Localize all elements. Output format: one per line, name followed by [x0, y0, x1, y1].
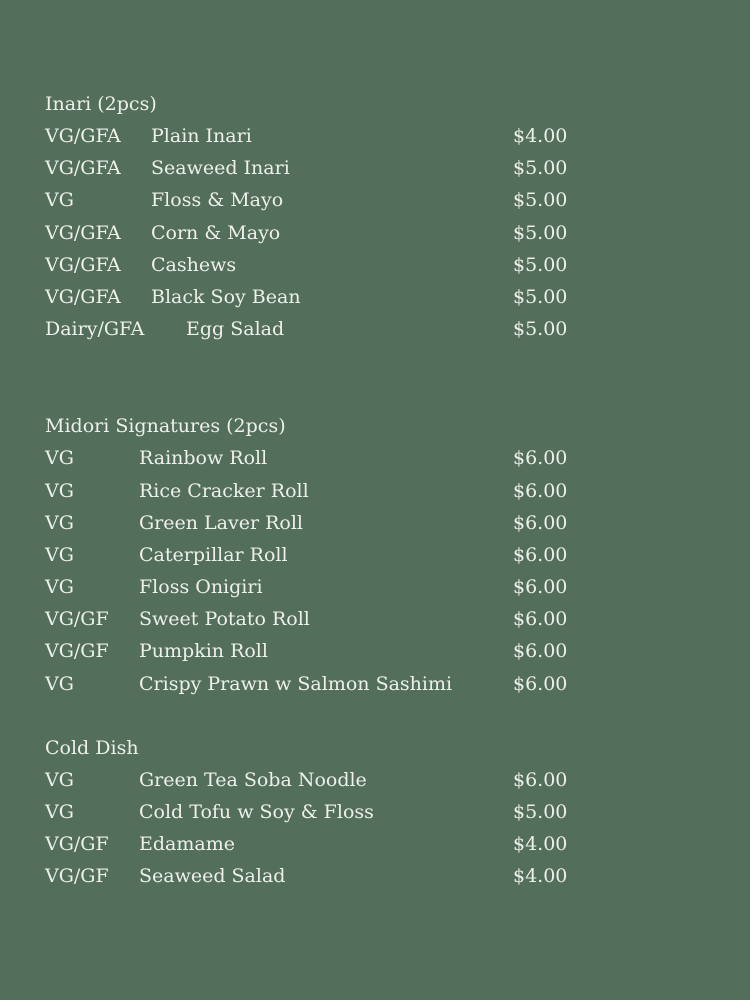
dietary-tag: VG/GF	[45, 865, 109, 888]
item-name: Plain Inari	[151, 125, 252, 147]
item-name: Rainbow Roll	[139, 447, 268, 470]
menu-item	[45, 184, 645, 216]
section-midori-signatures	[45, 410, 645, 700]
menu-item	[45, 120, 645, 152]
menu-item	[45, 635, 645, 667]
item-price: $4.00	[513, 865, 568, 888]
item-name: Black Soy Bean	[151, 285, 301, 308]
section-title: Midori Signatures (2pcs)	[45, 415, 286, 438]
item-name: Sweet Potato Roll	[139, 608, 310, 631]
menu-item	[45, 539, 645, 571]
dietary-tag: VG/GFA	[45, 253, 121, 276]
dietary-tag: VG	[45, 447, 74, 470]
item-price: $5.00	[513, 253, 568, 276]
item-price: $6.00	[513, 447, 568, 470]
menu-item	[45, 764, 645, 796]
menu-item	[45, 507, 645, 539]
dietary-tag: VG/GFA	[45, 125, 121, 147]
item-price: $6.00	[513, 511, 568, 534]
item-price: $6.00	[513, 479, 568, 502]
menu-item	[45, 668, 645, 700]
item-name: Seaweed Inari	[151, 157, 290, 180]
dietary-tag: VG	[45, 801, 74, 823]
menu-item	[45, 828, 645, 860]
menu-item	[45, 152, 645, 184]
item-price: $6.00	[513, 640, 568, 663]
item-price: $5.00	[513, 157, 568, 180]
section-title: Cold Dish	[45, 736, 139, 759]
dietary-tag: VG/GFA	[45, 157, 121, 180]
item-name: Floss Onigiri	[139, 576, 263, 599]
dietary-tag: VG/GF	[45, 833, 109, 856]
item-price: $5.00	[513, 221, 568, 244]
menu-item	[45, 571, 645, 603]
item-price: $6.00	[513, 576, 568, 599]
menu-item	[45, 796, 645, 828]
item-price: $6.00	[513, 768, 568, 791]
menu-item	[45, 217, 645, 249]
item-price: $5.00	[513, 189, 568, 212]
item-name: Green Tea Soba Noodle	[139, 768, 367, 791]
item-name: Seaweed Salad	[139, 865, 286, 888]
menu-item	[45, 475, 645, 507]
dietary-tag: VG	[45, 479, 74, 502]
menu-item	[45, 860, 645, 892]
item-price: $5.00	[513, 318, 568, 341]
dietary-tag: VG	[45, 576, 74, 599]
item-name: Green Laver Roll	[139, 511, 303, 534]
item-price: $6.00	[513, 672, 568, 695]
section-inari	[45, 88, 645, 345]
dietary-tag: VG	[45, 672, 74, 695]
item-name: Caterpillar Roll	[139, 543, 288, 566]
item-price: $5.00	[513, 285, 568, 308]
item-price: $6.00	[513, 608, 568, 631]
dietary-tag: VG/GF	[45, 608, 109, 631]
dietary-tag: VG	[45, 511, 74, 534]
dietary-tag: Dairy/GFA	[45, 318, 145, 341]
item-price: $6.00	[513, 543, 568, 566]
dietary-tag: VG/GFA	[45, 221, 121, 244]
menu-item	[45, 249, 645, 281]
menu-item	[45, 442, 645, 474]
section-cold-dish	[45, 732, 645, 893]
menu	[45, 88, 645, 893]
dietary-tag: VG/GF	[45, 640, 109, 663]
item-name: Egg Salad	[186, 318, 285, 341]
item-price: $4.00	[513, 833, 568, 856]
dietary-tag: VG	[45, 543, 74, 566]
menu-item	[45, 281, 645, 313]
item-price: $4.00	[513, 125, 568, 147]
item-name: Rice Cracker Roll	[139, 479, 309, 502]
item-name: Edamame	[139, 833, 235, 856]
dietary-tag: VG/GFA	[45, 285, 121, 308]
item-name: Crispy Prawn w Salmon Sashimi	[139, 672, 453, 695]
section-title: Inari (2pcs)	[45, 93, 157, 115]
item-name: Corn & Mayo	[151, 221, 281, 244]
dietary-tag: VG	[45, 768, 74, 791]
item-name: Cold Tofu w Soy & Floss	[139, 801, 374, 823]
item-name: Floss & Mayo	[151, 189, 284, 212]
item-name: Pumpkin Roll	[139, 640, 268, 663]
item-name: Cashews	[151, 253, 237, 276]
menu-item	[45, 313, 645, 345]
menu-item	[45, 603, 645, 635]
item-price: $5.00	[513, 801, 568, 823]
dietary-tag: VG	[45, 189, 74, 212]
